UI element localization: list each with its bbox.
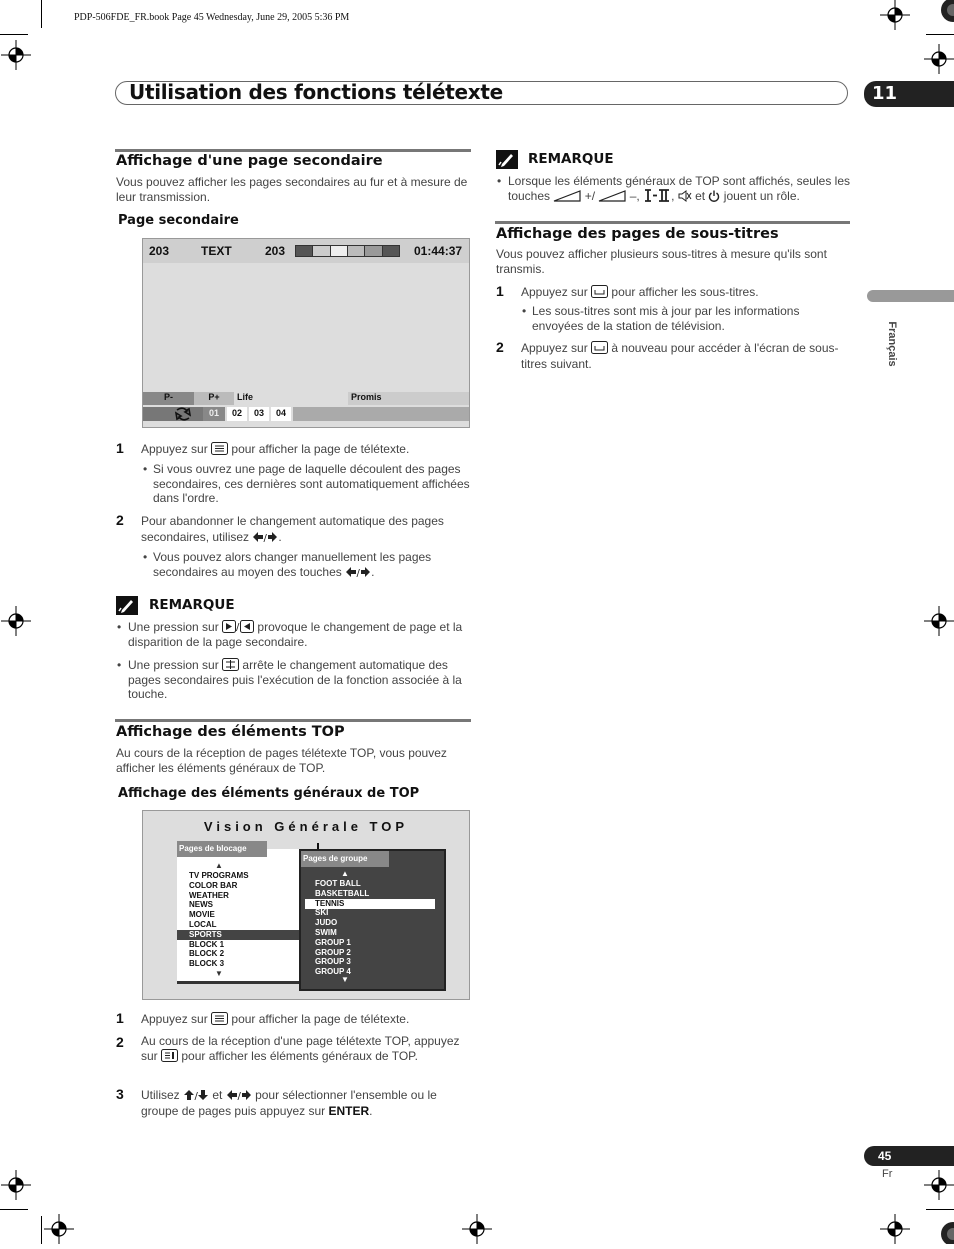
- bullet-dot: •: [522, 304, 527, 318]
- left-right-arrows-icon: [226, 1089, 252, 1101]
- crop-line: [0, 1209, 28, 1210]
- subtitle-key-icon: [591, 285, 608, 298]
- print-info: PDP-506FDE_FR.book Page 45 Wednesday, June 29, 2005 5:36 PM: [74, 12, 350, 23]
- step-text-part: Appuyez sur: [521, 341, 588, 355]
- bullet-text: Si vous ouvrez une page de laquelle découlent des pages secondaires, ces dernières sont automatiquement affichées dans l'ordre.: [153, 462, 470, 505]
- note-text-part: Une pression sur: [128, 620, 219, 634]
- step-text: [521, 284, 851, 300]
- step-text: [141, 1034, 471, 1064]
- chapter-number: 11: [872, 83, 898, 104]
- chapter-tab: [864, 81, 954, 107]
- step-number: 2: [496, 339, 504, 355]
- svg-text:/: /: [236, 622, 240, 633]
- color-bar-icon: [933, 1212, 954, 1244]
- page-number-tab: [864, 1146, 954, 1166]
- teletext-subpage-screen: [142, 238, 470, 428]
- step-number: 1: [496, 283, 504, 299]
- group-pages-tab: [301, 851, 389, 867]
- registration-mark-icon: [1, 606, 31, 636]
- figure-label: Page secondaire: [118, 213, 239, 228]
- group-pages-panel: [299, 849, 446, 991]
- registration-mark-icon: [462, 1214, 492, 1244]
- clock: 01:44:37: [414, 244, 463, 258]
- registration-mark-icon: [880, 1214, 910, 1244]
- top-overview-title: Vision Générale TOP: [203, 819, 409, 834]
- block-page-item[interactable]: COLOR BAR: [189, 880, 238, 890]
- block-page-item[interactable]: WEATHER: [189, 890, 229, 900]
- subpage-rotate-icon: [173, 407, 193, 421]
- bullet-text: Les sous-titres sont mis à jour par les informations envoyées de la station de télévision.: [532, 304, 800, 333]
- volume-down-icon: [598, 190, 626, 202]
- mute-icon: [678, 190, 692, 202]
- section-title: Affichage des pages de sous-titres: [496, 226, 779, 242]
- p-minus-key: P-: [143, 392, 194, 405]
- hold-sub-keys-icon: [222, 620, 254, 633]
- hold-key-icon: [222, 658, 239, 671]
- scroll-up-icon: ▲: [341, 869, 349, 878]
- bullet-dot: •: [143, 462, 148, 476]
- registration-mark-icon: [44, 1214, 74, 1244]
- section-rule: [115, 719, 471, 722]
- block-page-item[interactable]: NEWS: [189, 900, 213, 910]
- crop-line: [926, 34, 954, 35]
- block-pages-tab: [177, 841, 267, 857]
- left-right-arrows-icon: [252, 531, 278, 543]
- bullet-dot: •: [117, 658, 122, 672]
- registration-mark-icon: [1, 40, 31, 70]
- note-text: [128, 620, 471, 649]
- color-bar: [295, 245, 400, 257]
- figure-label: Affichage des éléments généraux de TOP: [118, 786, 420, 801]
- block-page-item[interactable]: MOVIE: [189, 910, 215, 920]
- step-text: [141, 1011, 471, 1027]
- section-rule: [495, 221, 850, 224]
- subpage-empty: [293, 407, 469, 421]
- section-intro: Vous pouvez afficher plusieurs sous-titres à mesure qu'ils sont transmis.: [496, 247, 827, 276]
- group-page-item[interactable]: TENNIS: [305, 899, 435, 909]
- registration-mark-icon: [924, 44, 954, 74]
- bullet-text: Vous pouvez alors changer manuellement les pages secondaires au moyen des touches / .: [153, 550, 432, 579]
- tab-label: Pages de blocage: [179, 844, 247, 853]
- step-text-part: pour afficher les sous-titres.: [611, 285, 759, 299]
- up-down-arrows-icon: [183, 1089, 209, 1101]
- scroll-down-icon: ▼: [215, 969, 223, 978]
- step-number: 2: [116, 1034, 124, 1050]
- group-page-item[interactable]: GROUP 3: [315, 957, 351, 967]
- block-page-item[interactable]: LOCAL: [189, 920, 217, 929]
- step-text: Pour abandonner le changement automatique des pages secondaires, utilisez / .: [141, 514, 444, 544]
- subpage-03: 03: [249, 407, 269, 421]
- p-plus-key: P+: [194, 392, 234, 405]
- step-text-part: Appuyez sur: [141, 1012, 208, 1026]
- section-title: Affichage d'une page secondaire: [116, 153, 383, 169]
- block-page-item[interactable]: BLOCK 3: [189, 959, 225, 969]
- note-text-part: Lorsque les éléments généraux de TOP sont affichés, seules les touches: [508, 174, 850, 203]
- step-text: [521, 340, 851, 372]
- svg-text:/: /: [194, 1091, 198, 1101]
- page-number: 203: [149, 244, 170, 258]
- subpage-icon-cell: [143, 407, 203, 421]
- step-number: 1: [116, 1010, 124, 1026]
- group-page-item[interactable]: SWIM: [315, 928, 337, 937]
- page-title: Utilisation des fonctions télétexte: [129, 80, 503, 104]
- subtitle-key-icon: [591, 341, 608, 354]
- crop-line: [41, 1216, 42, 1244]
- enter-key-label: ENTER: [328, 1104, 370, 1118]
- index-key-icon: [161, 1049, 178, 1062]
- group-page-item[interactable]: GROUP 4: [315, 967, 351, 977]
- note-text-part: et: [695, 189, 706, 203]
- subpage-04: 04: [271, 407, 291, 421]
- note-text-part: Une pression sur: [128, 658, 219, 672]
- step-text-part: pour sélectionner l'ensemble ou le groupe de pages puis appuyez sur: [141, 1088, 437, 1118]
- bullet-text-part: Vous pouvez alors changer manuellement les pages secondaires au moyen des touches: [153, 550, 432, 579]
- volume-up-icon: [553, 190, 581, 202]
- group-page-item[interactable]: BASKETBALL: [315, 888, 370, 898]
- subpage-01: 01: [203, 407, 225, 421]
- step-text-part: Appuyez sur: [141, 442, 208, 456]
- crop-line: [41, 0, 42, 28]
- crop-line: [926, 1209, 954, 1210]
- fastext-promis: Promis: [348, 392, 469, 405]
- section-title: Affichage des éléments TOP: [116, 724, 345, 740]
- note-title: REMARQUE: [528, 151, 614, 167]
- note-text: [128, 658, 471, 702]
- subpage-02: 02: [227, 407, 247, 421]
- language-label: Français: [886, 321, 898, 367]
- group-page-item[interactable]: GROUP 1: [315, 937, 351, 947]
- step-number: 1: [116, 440, 124, 456]
- svg-text:/: /: [356, 567, 361, 578]
- step-text-part: pour afficher la page de télétexte.: [231, 442, 410, 456]
- step-text: [141, 441, 471, 457]
- scroll-up-icon: ▲: [215, 861, 223, 870]
- bullet-dot: •: [497, 174, 502, 188]
- registration-mark-icon: [924, 606, 954, 636]
- note-text: Lorsque les éléments généraux de TOP sont affichés, seules les touches +/ –, , et jouent un rôle.: [508, 174, 850, 203]
- group-page-item[interactable]: JUDO: [315, 918, 338, 928]
- note-text-part: arrête le changement automatique des pages secondaires puis l'exécution de la fonction associée à la touche.: [128, 658, 462, 701]
- step-number: 3: [116, 1086, 124, 1102]
- section-intro: Vous pouvez afficher les pages secondaires au fur et à mesure de leur transmission.: [116, 175, 468, 204]
- step-text-part: pour afficher la page de télétexte.: [231, 1012, 410, 1026]
- note-title: REMARQUE: [149, 597, 235, 613]
- tab-label: Pages de groupe: [303, 854, 368, 863]
- bullet-dot: •: [117, 620, 122, 634]
- section-rule: [115, 149, 471, 152]
- bullet-dot: •: [143, 550, 148, 564]
- fastext-life: Life: [234, 392, 348, 405]
- step-text-part: pour afficher les éléments généraux de TOP.: [181, 1049, 418, 1063]
- step-text-part: Utilisez: [141, 1088, 180, 1102]
- scroll-down-icon: ▼: [341, 975, 349, 984]
- block-page-item[interactable]: BLOCK 1: [189, 939, 225, 949]
- step-text: Utilisez / et / pour sélectionner l'ensemble ou le groupe de pages puis appuyez sur ENTER.: [141, 1088, 437, 1118]
- svg-text:/: /: [263, 533, 268, 543]
- page-number: 203: [265, 244, 286, 258]
- teletext-key-icon: [211, 1012, 228, 1025]
- block-page-item[interactable]: SPORTS: [177, 930, 307, 940]
- teletext-header: [143, 239, 469, 263]
- step-text-part: à nouveau pour accéder à l'écran de sous-titres suivant.: [521, 341, 839, 371]
- block-pages-panel: [177, 844, 307, 984]
- note-text-part: provoque le changement de page et la disparition de la page secondaire.: [128, 620, 463, 649]
- crop-line: [0, 34, 28, 35]
- subpage-row: [143, 407, 469, 421]
- registration-mark-icon: [924, 1170, 954, 1200]
- step-number: 2: [116, 512, 124, 528]
- page-language: Fr: [882, 1168, 893, 1180]
- teletext-top-overview-screen: [142, 810, 470, 1000]
- group-page-item[interactable]: GROUP 2: [315, 947, 351, 957]
- color-bar-icon: [933, 0, 954, 32]
- step-text-part: et: [212, 1088, 223, 1102]
- registration-mark-icon: [1, 1170, 31, 1200]
- step-text-part: Pour abandonner le changement automatique des pages secondaires, utilisez: [141, 514, 444, 544]
- teletext-key-icon: [211, 442, 228, 455]
- step-text-part: Appuyez sur: [521, 285, 588, 299]
- page-number: 45: [878, 1149, 892, 1163]
- group-page-item[interactable]: FOOT BALL: [315, 879, 361, 888]
- section-intro: Au cours de la réception de pages télétexte TOP, vous pouvez afficher les éléments généraux de TOP.: [116, 746, 447, 775]
- block-page-item[interactable]: BLOCK 2: [189, 949, 225, 959]
- language-tab: [867, 290, 954, 302]
- mode-label: TEXT: [201, 244, 232, 258]
- note-pencil-icon: [116, 596, 138, 615]
- input-select-icon: [643, 189, 671, 202]
- note-text-part: jouent un rôle.: [723, 189, 800, 203]
- block-page-item[interactable]: TV PROGRAMS: [189, 871, 249, 880]
- step-text-part: Au cours de la réception d'une page télétexte TOP, appuyez sur: [141, 1034, 460, 1063]
- note-pencil-icon: [496, 150, 518, 169]
- power-icon: [708, 190, 720, 202]
- group-page-item[interactable]: SKI: [315, 908, 329, 918]
- svg-text:/: /: [237, 1091, 241, 1101]
- fastext-row: [143, 392, 469, 405]
- left-right-arrows-icon: [345, 566, 371, 578]
- registration-mark-icon: [880, 0, 910, 30]
